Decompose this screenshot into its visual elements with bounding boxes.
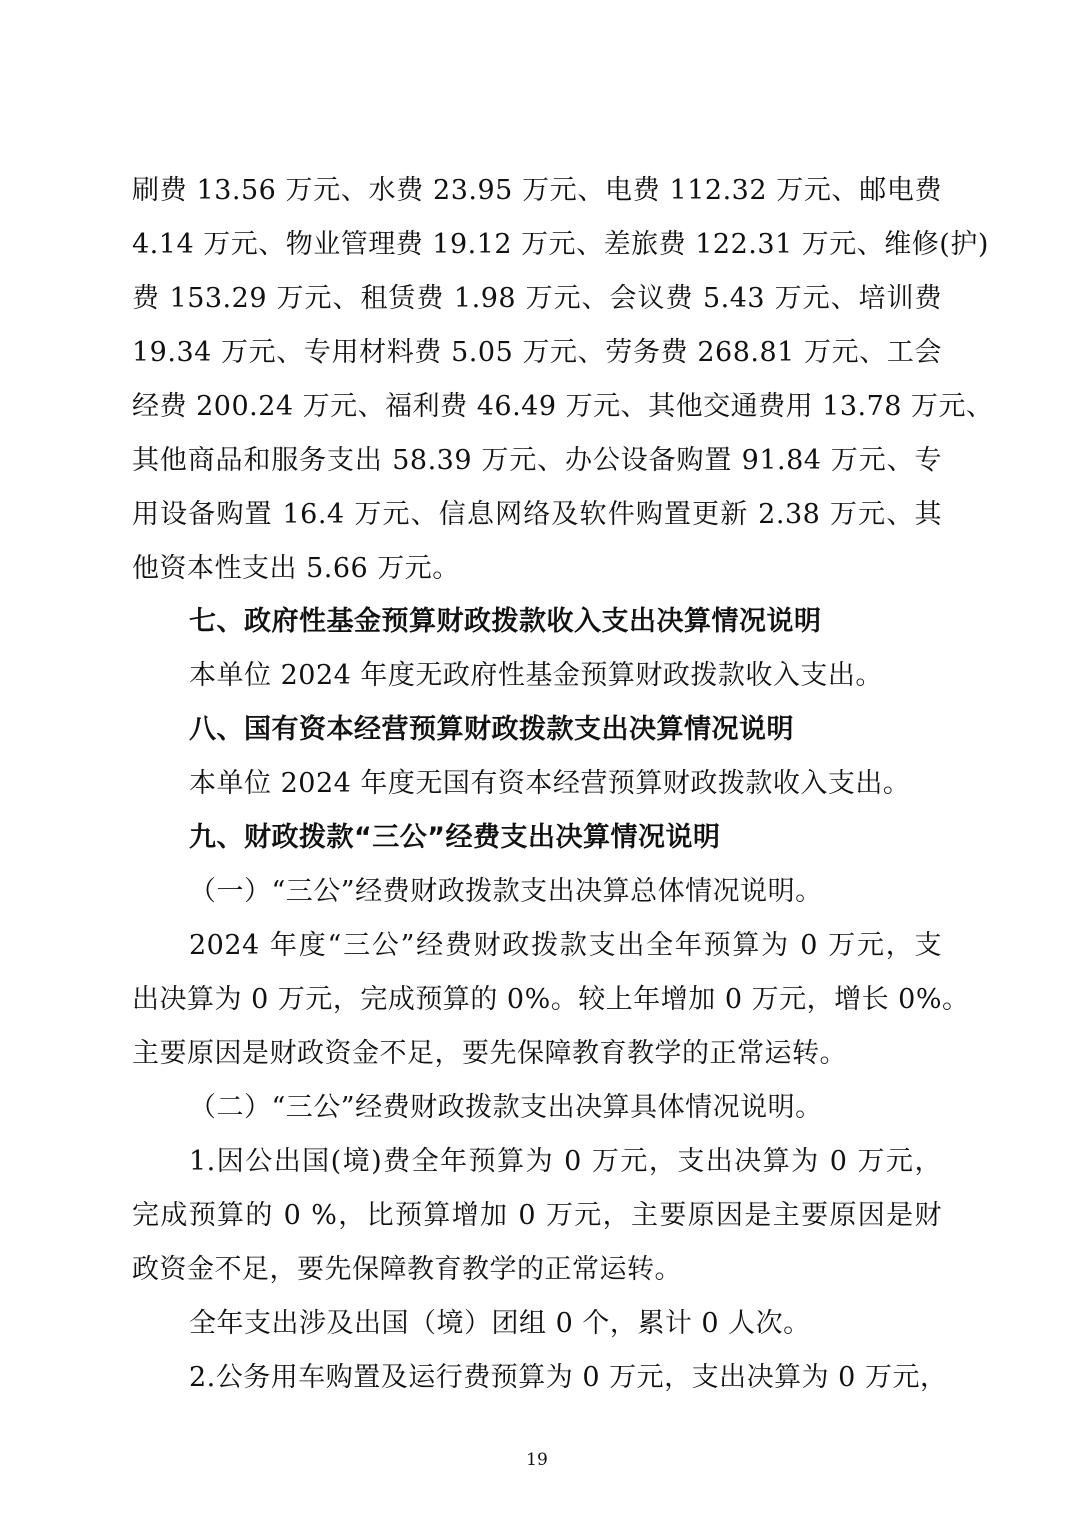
subsection-heading-2: （二）“三公”经费财政拨款支出决算具体情况说明。 xyxy=(189,1092,823,1123)
body-line: 4.14 万元、物业管理费 19.12 万元、差旅费 122.31 万元、维修(护) xyxy=(132,229,989,260)
body-line: 刷费 13.56 万元、水费 23.95 万元、电费 112.32 万元、邮电费 xyxy=(132,175,942,206)
body-line: 本单位 2024 年度无政府性基金预算财政拨款收入支出。 xyxy=(189,660,883,691)
body-line: 他资本性支出 5.66 万元。 xyxy=(132,553,460,584)
page-number: 19 xyxy=(526,1450,548,1470)
body-line: 费 153.29 万元、租赁费 1.98 万元、会议费 5.43 万元、培训费 xyxy=(132,283,942,314)
body-line: 1.因公出国(境)费全年预算为 0 万元，支出决算为 0 万元， xyxy=(189,1146,942,1177)
body-line: 2024 年度“三公”经费财政拨款支出全年预算为 0 万元，支 xyxy=(189,930,942,961)
body-line: 政资金不足，要先保障教育教学的正常运转。 xyxy=(132,1254,682,1285)
body-line: 主要原因是财政资金不足，要先保障教育教学的正常运转。 xyxy=(132,1038,847,1069)
section-heading-7: 七、政府性基金预算财政拨款收入支出决算情况说明 xyxy=(189,606,822,637)
body-line: 经费 200.24 万元、福利费 46.49 万元、其他交通费用 13.78 万元、 xyxy=(132,391,994,422)
subsection-heading-1: （一）“三公”经费财政拨款支出决算总体情况说明。 xyxy=(189,876,823,907)
body-line: 2.公务用车购置及运行费预算为 0 万元，支出决算为 0 万元， xyxy=(189,1362,948,1393)
section-heading-9: 九、财政拨款“三公”经费支出决算情况说明 xyxy=(189,822,721,853)
body-line: 其他商品和服务支出 58.39 万元、办公设备购置 91.84 万元、专 xyxy=(132,445,942,476)
body-line: 用设备购置 16.4 万元、信息网络及软件购置更新 2.38 万元、其 xyxy=(132,499,942,530)
body-line: 全年支出涉及出国（境）团组 0 个，累计 0 人次。 xyxy=(189,1308,811,1339)
body-line: 本单位 2024 年度无国有资本经营预算财政拨款收入支出。 xyxy=(189,768,911,799)
section-heading-8: 八、国有资本经营预算财政拨款支出决算情况说明 xyxy=(189,714,794,745)
body-line: 出决算为 0 万元，完成预算的 0%。较上年增加 0 万元，增长 0%。 xyxy=(132,984,970,1015)
body-line: 完成预算的 0 %，比预算增加 0 万元，主要原因是主要原因是财 xyxy=(132,1200,942,1231)
body-line: 19.34 万元、专用材料费 5.05 万元、劳务费 268.81 万元、工会 xyxy=(132,337,942,368)
